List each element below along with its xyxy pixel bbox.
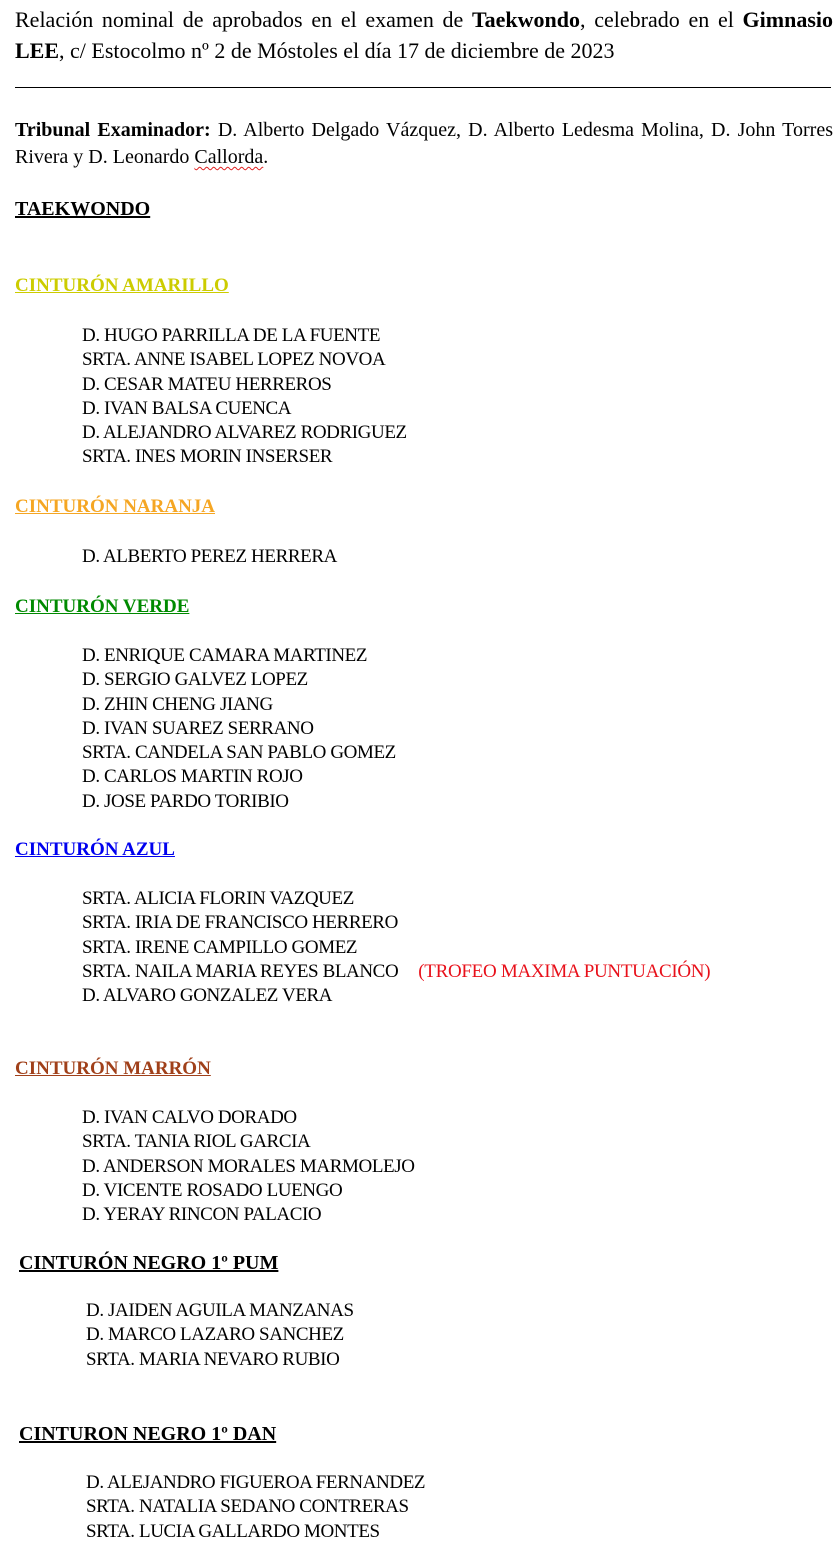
list-item: [82, 1130, 415, 1154]
person-name: D. ALEJANDRO FIGUEROA FERNANDEZ: [86, 1472, 426, 1493]
venue-name: Gimnasio LEE: [15, 7, 833, 63]
person-name: SRTA. NATALIA SEDANO CONTRERAS: [86, 1496, 409, 1518]
discipline-name: Taekwondo: [472, 7, 581, 32]
person-name: D. ZHIN CHENG JIANG: [82, 693, 273, 715]
tribunal-paragraph: [15, 117, 833, 171]
person-name: D. JAIDEN AGUILA MANZANAS: [86, 1300, 354, 1321]
person-name: D. ALEJANDRO ALVAREZ RODRIGUEZ: [82, 422, 407, 444]
list-item: [82, 397, 407, 421]
person-name: SRTA. MARIA NEVARO RUBIO: [86, 1348, 340, 1370]
list-item: [86, 1323, 354, 1347]
section-heading-azul: CINTURÓN AZUL: [15, 839, 175, 860]
list-item: [82, 668, 396, 692]
person-name: D. ALBERTO PEREZ HERRERA: [82, 546, 337, 567]
person-name: SRTA. IRENE CAMPILLO GOMEZ: [82, 936, 358, 958]
person-name: D. ALVARO GONZALEZ VERA: [82, 985, 333, 1007]
tribunal-members-end: .: [263, 146, 269, 168]
list-item: [82, 765, 396, 789]
list-item: [82, 887, 710, 911]
list-item: [82, 421, 407, 445]
list-item: [82, 445, 407, 469]
section-heading-amarillo: CINTURÓN AMARILLO: [15, 275, 229, 296]
names-list-naranja: [82, 545, 337, 569]
list-item: [82, 348, 407, 372]
intro-text: Relación nominal de aprobados en el examen de: [15, 7, 473, 32]
intro-text: , c/ Estocolmo nº 2 de Móstoles el día 17 de diciembre de 2023: [59, 38, 615, 63]
person-name: D. HUGO PARRILLA DE LA FUENTE: [82, 325, 381, 346]
list-item: [82, 693, 396, 717]
section-heading-marron: CINTURÓN MARRÓN: [15, 1058, 211, 1079]
list-item: [82, 324, 407, 348]
names-list-negro-pum: [86, 1299, 354, 1372]
list-item: [82, 1179, 415, 1203]
list-item: [82, 936, 710, 960]
section-heading-verde: CINTURÓN VERDE: [15, 596, 190, 617]
tribunal-label: Tribunal Examinador:: [15, 119, 211, 141]
list-item: [86, 1348, 354, 1372]
person-name: D. IVAN CALVO DORADO: [82, 1107, 297, 1128]
person-name: SRTA. INES MORIN INSERSER: [82, 446, 333, 468]
person-name: D. IVAN BALSA CUENCA: [82, 397, 292, 419]
list-item: [82, 717, 396, 741]
list-item: [82, 373, 407, 397]
list-item: [86, 1520, 425, 1544]
list-item: [82, 1203, 415, 1227]
names-list-azul: [82, 887, 710, 1008]
person-name: SRTA. LUCIA GALLARDO MONTES: [86, 1520, 380, 1542]
names-list-amarillo: [82, 324, 407, 470]
list-item: [86, 1495, 425, 1519]
tribunal-members: D. Alberto Delgado Vázquez, D. Alberto Ledesma Molina, D. John Torres Rivera y D. Leonardo: [15, 119, 833, 168]
list-item: [82, 545, 337, 569]
person-name: D. YERAY RINCON PALACIO: [82, 1204, 322, 1226]
list-item: [82, 1106, 415, 1130]
list-item: [82, 911, 710, 935]
list-item: [82, 984, 710, 1008]
person-name: SRTA. NAILA MARIA REYES BLANCO: [82, 960, 399, 982]
person-name: SRTA. ALICIA FLORIN VAZQUEZ: [82, 888, 354, 909]
person-name: D. CESAR MATEU HERREROS: [82, 373, 332, 395]
person-name: D. JOSE PARDO TORIBIO: [82, 790, 289, 812]
person-name: D. MARCO LAZARO SANCHEZ: [86, 1324, 344, 1346]
list-item: [82, 790, 396, 814]
list-item: [82, 644, 396, 668]
person-name: D. SERGIO GALVEZ LOPEZ: [82, 669, 308, 691]
person-name: SRTA. TANIA RIOL GARCIA: [82, 1131, 311, 1153]
list-item: [82, 1155, 415, 1179]
trophy-note: (TROFEO MAXIMA PUNTUACIÓN): [418, 960, 711, 982]
section-heading-negro-dan: CINTURON NEGRO 1º DAN: [19, 1423, 277, 1445]
person-name: SRTA. IRIA DE FRANCISCO HERRERO: [82, 912, 398, 934]
section-heading-negro-pum: CINTURÓN NEGRO 1º PUM: [19, 1252, 279, 1274]
person-name: SRTA. ANNE ISABEL LOPEZ NOVOA: [82, 349, 386, 371]
list-item: [86, 1299, 354, 1323]
separator-line: [15, 87, 831, 88]
person-name: D. VICENTE ROSADO LUENGO: [82, 1179, 343, 1201]
person-name: D. ENRIQUE CAMARA MARTINEZ: [82, 645, 368, 666]
person-name: D. CARLOS MARTIN ROJO: [82, 766, 303, 788]
names-list-verde: [82, 644, 396, 814]
names-list-negro-dan: [86, 1471, 425, 1544]
person-name: D. ANDERSON MORALES MARMOLEJO: [82, 1155, 415, 1177]
main-heading: TAEKWONDO: [15, 198, 151, 220]
person-name: SRTA. CANDELA SAN PABLO GOMEZ: [82, 742, 396, 764]
list-item: [82, 741, 396, 765]
person-name: D. IVAN SUAREZ SERRANO: [82, 717, 314, 739]
section-heading-naranja: CINTURÓN NARANJA: [15, 496, 216, 517]
intro-text: , celebrado en el: [580, 7, 743, 32]
spellcheck-flagged-word: Callorda: [194, 146, 264, 168]
names-list-marron: [82, 1106, 415, 1227]
list-item: [82, 960, 710, 984]
intro-paragraph: [15, 4, 833, 66]
list-item: [86, 1471, 425, 1495]
